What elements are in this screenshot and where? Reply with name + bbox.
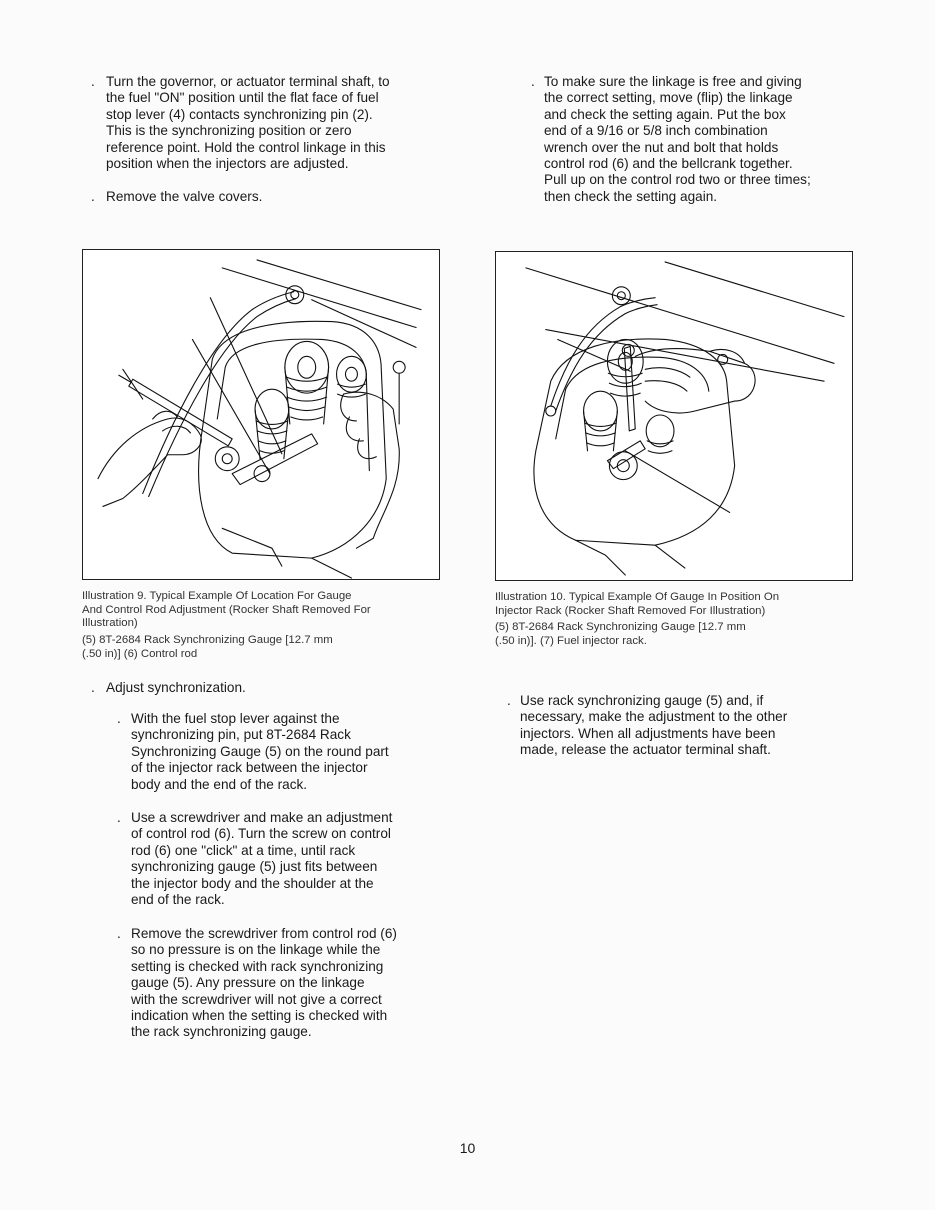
illustration-9-figure <box>82 249 440 580</box>
illustration-9-legend: (5) 8T-2684 Rack Synchronizing Gauge [12.7 mm (.50 in)] (6) Control rod <box>82 634 333 660</box>
illustration-10-caption: Illustration 10. Typical Example Of Gauge In Position On Injector Rack (Rocker Shaft Removed For Illustration) <box>495 591 780 617</box>
bullet-marker: . <box>117 926 121 941</box>
bullet-marker: . <box>91 74 95 89</box>
gauge-on-injector-rack-drawing <box>496 252 852 580</box>
step-remove-valve-covers: Remove the valve covers. <box>106 189 263 204</box>
step-adjust-synchronization: Adjust synchronization. <box>106 680 246 695</box>
page-number: 10 <box>459 1140 476 1156</box>
substep-place-gauge: With the fuel stop lever against the synchronizing pin, put 8T-2684 Rack Synchronizing Gauge (5) on the round part of the injector rack between the injector body and the end of the rack. <box>131 711 389 792</box>
illustration-10-legend: (5) 8T-2684 Rack Synchronizing Gauge [12.7 mm (.50 in)]. (7) Fuel injector rack. <box>495 621 746 647</box>
bullet-marker: . <box>117 711 121 726</box>
bullet-marker: . <box>507 693 511 708</box>
step-check-linkage: To make sure the linkage is free and giving the correct setting, move (flip) the linkage and check the setting again. Put the box end of a 9/16 or 5/8 inch combination wrench over the nut and bolt that holds control rod (6) and the bellcrank together. Pull up on the control rod two or three times; then check the setting again. <box>544 74 811 204</box>
substep-remove-screwdriver: Remove the screwdriver from control rod (6) so no pressure is on the linkage while the setting is checked with rack synchronizing gauge (5). Any pressure on the linkage with the screwdriver will not give a correct indication when the setting is checked with the rack synchronizing gauge. <box>131 926 397 1040</box>
step-turn-governor: Turn the governor, or actuator terminal shaft, to the fuel "ON" position until the flat face of fuel stop lever (4) contacts synchronizing pin (2). This is the synchronizing position or zero reference point. Hold the control linkage in this position when the injectors are adjusted. <box>106 74 390 172</box>
step-use-rack-gauge: Use rack synchronizing gauge (5) and, if necessary, make the adjustment to the other injectors. When all adjustments have been made, release the actuator terminal shaft. <box>520 693 788 758</box>
illustration-9-caption: Illustration 9. Typical Example Of Location For Gauge And Control Rod Adjustment (Rocker Shaft Removed For Illustration) <box>82 590 371 630</box>
engine-gauge-control-rod-drawing <box>83 250 439 579</box>
bullet-marker: . <box>531 74 535 89</box>
bullet-marker: . <box>91 680 95 695</box>
bullet-marker: . <box>117 810 121 825</box>
substep-adjust-control-rod: Use a screwdriver and make an adjustment of control rod (6). Turn the screw on control rod (6) one "click" at a time, until rack synchronizing gauge (5) just fits between the injector body and the shoulder at the end of the rack. <box>131 810 393 908</box>
bullet-marker: . <box>91 189 95 204</box>
illustration-10-figure <box>495 251 853 581</box>
